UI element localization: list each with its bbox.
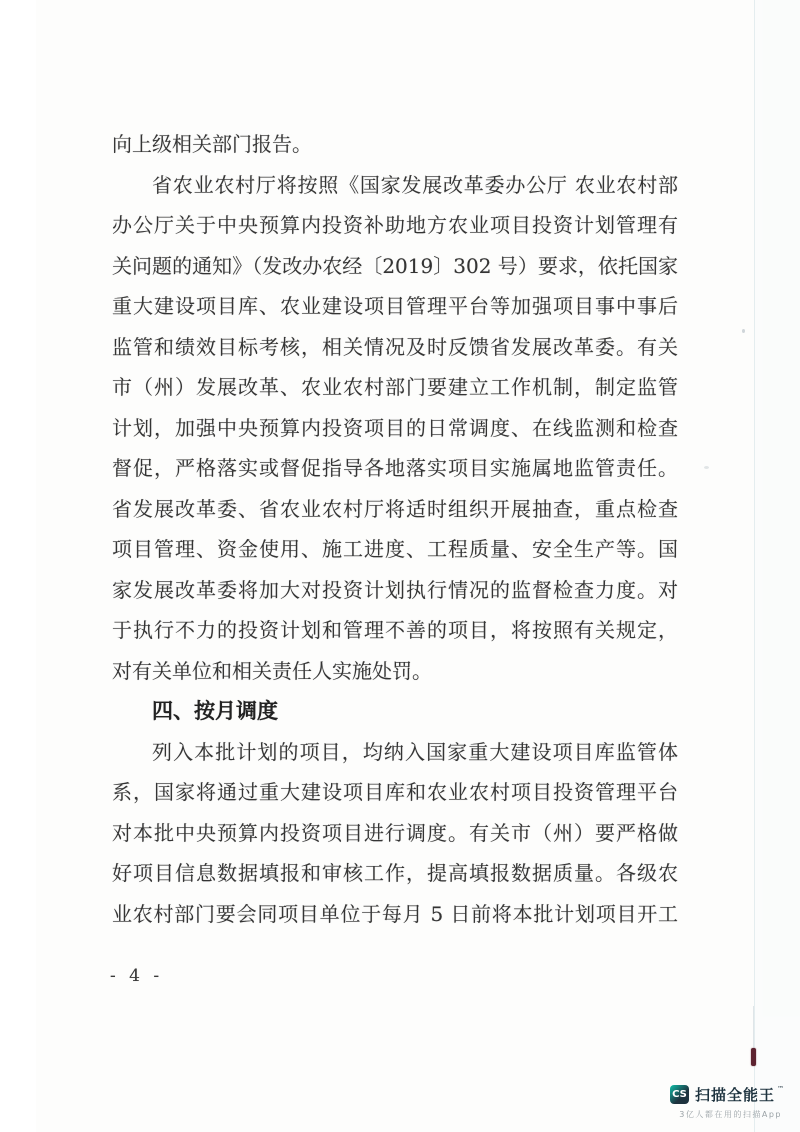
text-line: 监管和绩效目标考核，相关情况及时反馈省发展改革委。有关	[112, 334, 678, 359]
text-line: 向上级相关部门报告。	[112, 132, 312, 156]
text-line: 重大建设项目库、农业建设项目管理平台等加强项目事中事后	[112, 294, 678, 318]
text-line: 项目管理、资金使用、施工进度、工程质量、安全生产等。国	[112, 537, 678, 561]
text-line: 省发展改革委、省农业农村厅将适时组织开展抽查，重点检查	[112, 496, 678, 521]
camscanner-watermark	[670, 1084, 784, 1120]
text-line: 系，国家将通过重大建设项目库和农业农村项目投资管理平台	[112, 780, 678, 804]
scan-artifact-mark	[751, 1048, 756, 1066]
scan-right-edge	[755, 0, 800, 1132]
watermark-logo-row	[670, 1084, 784, 1105]
text-line: 省农业农村厅将按照《国家发展改革委办公厅 农业农村部	[152, 172, 678, 197]
text-line: 督促，严格落实或督促指导各地落实项目实施属地监管责任。	[112, 456, 678, 480]
scan-speck	[704, 466, 709, 469]
text-line: 计划，加强中央预算内投资项目的日常调度、在线监测和检查	[112, 415, 678, 440]
section-heading: 四、按月调度	[152, 699, 278, 723]
text-line: 关问题的通知》（发改办农经〔2019〕302 号）要求，依托国家	[112, 253, 678, 278]
scan-left-edge	[0, 0, 36, 1132]
page-number: - 4 -	[110, 966, 164, 986]
text-line: 业农村部门要会同项目单位于每月 5 日前将本批计划项目开工	[112, 901, 678, 926]
watermark-tagline: 3亿人都在用的扫描App	[679, 1110, 782, 1119]
text-line: 于执行不力的投资计划和管理不善的项目，将按照有关规定，	[112, 618, 678, 642]
text-line: 办公厅关于中央预算内投资补助地方农业项目投资计划管理有	[112, 213, 678, 237]
text-line: 对本批中央预算内投资项目进行调度。有关市（州）要严格做	[112, 820, 678, 845]
scan-fold-line	[754, 0, 755, 1132]
document-body-text	[112, 124, 678, 934]
camscanner-logo-icon: CS	[670, 1085, 689, 1104]
watermark-app-name: 扫描全能王	[694, 1086, 775, 1104]
text-line: 对有关单位和相关责任人实施处罚。	[112, 658, 432, 683]
scan-speck	[742, 329, 745, 333]
text-line: 好项目信息数据填报和审核工作，提高填报数据质量。各级农	[112, 861, 678, 885]
text-line: 市（州）发展改革、农业农村部门要建立工作机制，制定监管	[112, 375, 678, 399]
text-line: 家发展改革委将加大对投资计划执行情况的监督检查力度。对	[112, 577, 678, 602]
text-line: 列入本批计划的项目，均纳入国家重大建设项目库监管体	[152, 739, 678, 764]
scan-artifact-line	[753, 1006, 754, 1048]
trademark-symbol: ™	[777, 1085, 784, 1093]
